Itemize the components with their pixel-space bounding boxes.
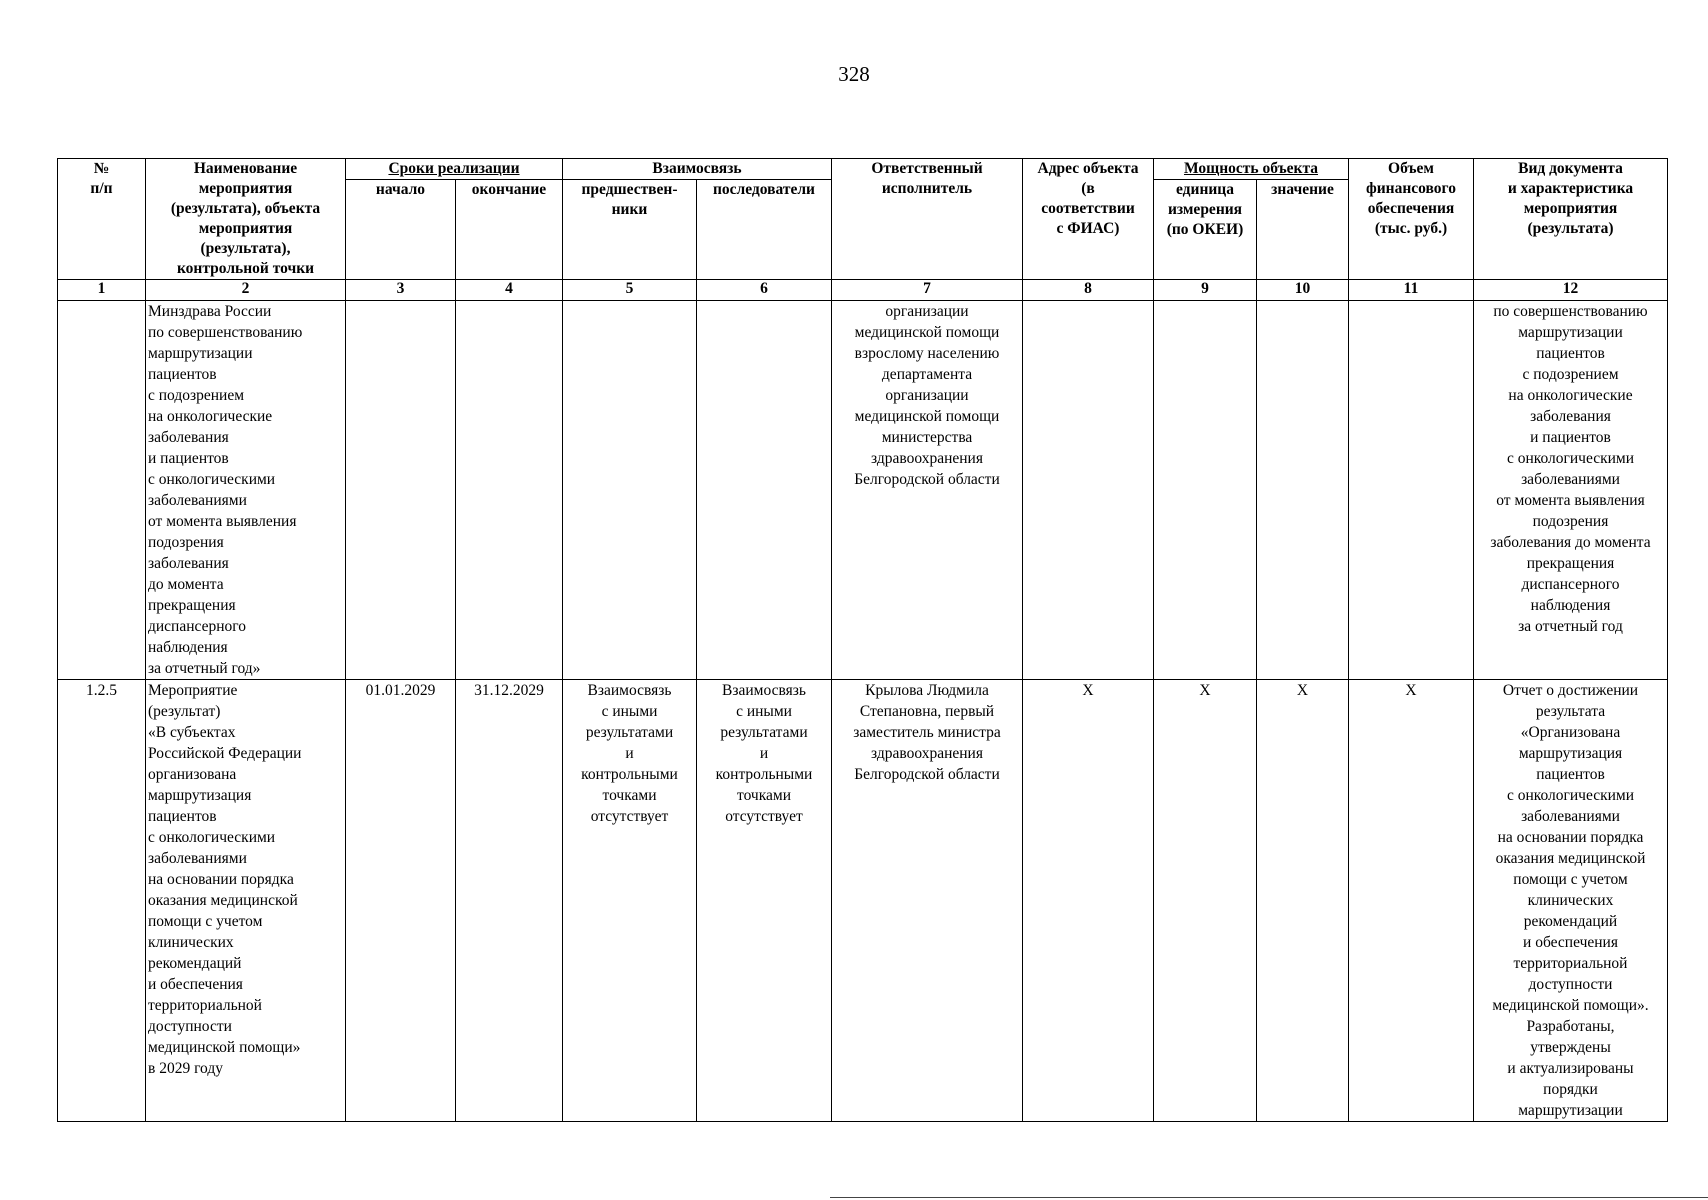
table-row — [58, 301, 1668, 680]
header-document: Вид документа и характеристика мероприятия (результата) — [1474, 159, 1668, 280]
cell-name: Мероприятие (результат) «В субъектах Российской Федерации организована маршрутизация пациентов с онкологическими заболеваниями на основании порядка оказания медицинской помощи с учетом клинических рекомендаций и обеспечения территориальной доступности медицинской помощи» в 2029 году — [146, 680, 346, 1122]
cell-finance — [1349, 301, 1474, 680]
cell-value: X — [1257, 680, 1349, 1122]
header-unit: единица измерения (по ОКЕИ) — [1154, 180, 1257, 280]
column-number: 7 — [832, 280, 1023, 301]
column-number: 9 — [1154, 280, 1257, 301]
cell-finance: X — [1349, 680, 1474, 1122]
column-number: 6 — [697, 280, 832, 301]
column-number: 1 — [58, 280, 146, 301]
cell-start — [346, 301, 456, 680]
page-number: 328 — [838, 62, 870, 86]
header-address: Адрес объекта (в соответствии с ФИАС) — [1023, 159, 1154, 280]
plan-table — [57, 158, 1668, 1122]
cell-end: 31.12.2029 — [456, 680, 563, 1122]
column-number: 4 — [456, 280, 563, 301]
cell-successors — [697, 301, 832, 680]
cell-start: 01.01.2029 — [346, 680, 456, 1122]
column-number: 3 — [346, 280, 456, 301]
column-number: 10 — [1257, 280, 1349, 301]
header-end: окончание — [456, 180, 563, 280]
cell-num — [58, 301, 146, 680]
cell-unit — [1154, 301, 1257, 680]
header-capacity-group — [1154, 159, 1349, 180]
column-number: 11 — [1349, 280, 1474, 301]
header-value: значение — [1257, 180, 1349, 280]
cell-document: по совершенствованию маршрутизации пациентов с подозрением на онкологические заболевания и пациентов с онкологическими заболеваниями от момента выявления подозрения заболевания до момента прекращения диспансерного наблюдения за отчетный год — [1474, 301, 1668, 680]
cell-name: Минздрава России по совершенствованию маршрутизации пациентов с подозрением на онкологические заболевания и пациентов с онкологическими заболеваниями от момента выявления подозрения заболевания до момента прекращения диспансерного наблюдения за отчетный год» — [146, 301, 346, 680]
header-links-group: Взаимосвязь — [563, 159, 832, 180]
column-number: 5 — [563, 280, 697, 301]
header-responsible: Ответственный исполнитель — [832, 159, 1023, 280]
header-terms-group — [346, 159, 563, 180]
cell-address — [1023, 301, 1154, 680]
column-number: 12 — [1474, 280, 1668, 301]
header-num: № п/п — [58, 159, 146, 280]
cell-successors: Взаимосвязь с иными результатами и контрольными точками отсутствует — [697, 680, 832, 1122]
header-name: Наименование мероприятия (результата), объекта мероприятия (результата), контрольной точки — [146, 159, 346, 280]
header-start: начало — [346, 180, 456, 280]
cell-value — [1257, 301, 1349, 680]
header-capacity-label: Мощность объекта — [1183, 160, 1319, 177]
cell-document: Отчет о достижении результата «Организована маршрутизация пациентов с онкологическими заболеваниями на основании порядка оказания медицинской помощи с учетом клинических рекомендаций и обеспечения территориальной доступности медицинской помощи». Разработаны, утверждены и актуализированы порядки маршрутизации — [1474, 680, 1668, 1122]
header-finance: Объем финансового обеспечения (тыс. руб.) — [1349, 159, 1474, 280]
scan-edge-line — [830, 1197, 1708, 1198]
cell-unit: X — [1154, 680, 1257, 1122]
column-number-row — [58, 280, 1668, 301]
cell-responsible: Крылова Людмила Степановна, первый заместитель министра здравоохранения Белгородской области — [832, 680, 1023, 1122]
header-row-1 — [58, 159, 1668, 180]
cell-responsible: организации медицинской помощи взрослому населению департамента организации медицинской помощи министерства здравоохранения Белгородской области — [832, 301, 1023, 680]
cell-num: 1.2.5 — [58, 680, 146, 1122]
header-terms-label: Сроки реализации — [388, 160, 520, 177]
header-successors: последователи — [697, 180, 832, 280]
table-row — [58, 680, 1668, 1122]
column-number: 2 — [146, 280, 346, 301]
cell-predecessors: Взаимосвязь с иными результатами и контрольными точками отсутствует — [563, 680, 697, 1122]
cell-end — [456, 301, 563, 680]
cell-address: X — [1023, 680, 1154, 1122]
header-predecessors: предшествен- ники — [563, 180, 697, 280]
column-number: 8 — [1023, 280, 1154, 301]
cell-predecessors — [563, 301, 697, 680]
